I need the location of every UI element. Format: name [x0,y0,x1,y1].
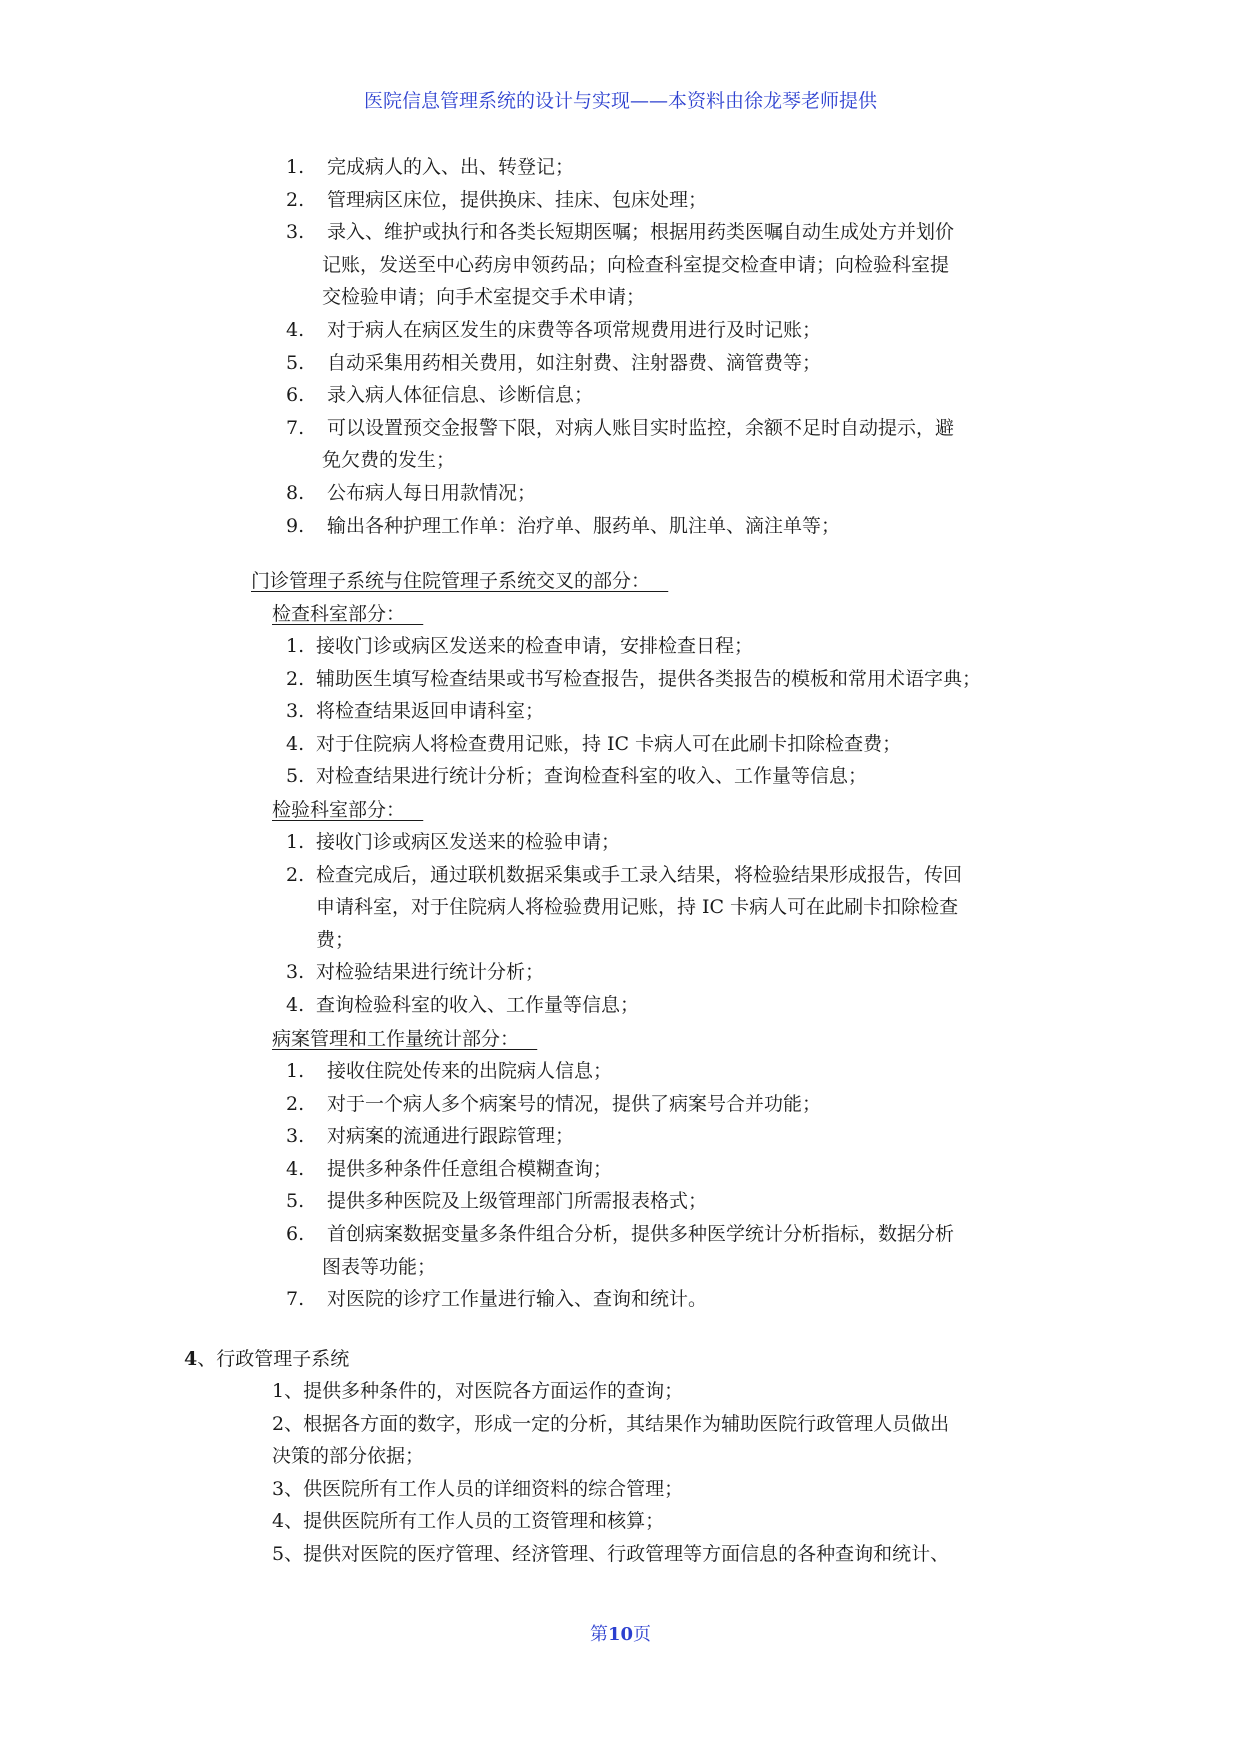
list-item-text: 接收住院处传来的出院病人信息； [327,1060,613,1082]
list-item-text: 2、根据各方面的数字，形成一定的分析，其结果作为辅助医院行政管理人员做出 [272,1412,950,1435]
list-item-text: 公布病人每日用款情况； [327,482,537,504]
list-item-text: 对于病人在病区发生的床费等各项常规费用进行及时记账； [327,319,822,341]
list-item-text: 录入、维护或执行和各类长短期医嘱；根据用药类医嘱自动生成处方并划价 [327,221,955,244]
list-item-text: 提供多种医院及上级管理部门所需报表格式； [327,1190,708,1213]
list-item-number: 2. [286,667,305,690]
list-item-number: 4. [286,1157,305,1180]
list-item-text: 完成病人的入、出、转登记； [327,156,575,178]
list-item-text: 辅助医生填写检查结果或书写检查报告，提供各类报告的模板和常用术语字典； [316,667,982,690]
list-item-number: 3. [286,961,305,984]
page-number-value: 10 [607,1624,634,1645]
list-item-number: 5. [286,765,305,787]
list-item-text: 首创病案数据变量多条件组合分析，提供多种医学统计分析指标，数据分析 [327,1223,955,1245]
admin-section-heading [184,1346,349,1372]
list-item-text: 对医院的诊疗工作量进行输入、查询和统计。 [327,1288,708,1311]
list-item-number: 7. [286,416,305,439]
list-item-text: 5、提供对医院的医疗管理、经济管理、行政管理等方面信息的各种查询和统计、 [272,1543,950,1565]
list-item-number: 5. [286,1190,305,1213]
list-item-text: 录入病人体征信息、诊断信息； [327,384,594,407]
page-number-prefix: 第 [589,1624,608,1645]
list-item-text: 输出各种护理工作单：治疗单、服药单、肌注单、滴注单等； [327,514,841,537]
list-item-number: 1. [286,156,305,178]
list-item-number: 3. [286,1125,305,1148]
exam-dept-heading: 检查科室部分： [272,603,406,625]
list-item-text: 1、提供多种条件的，对医院各方面运作的查询； [272,1380,684,1402]
list-item-text: 接收门诊或病区发送来的检验申请； [316,831,621,853]
records-heading: 病案管理和工作量统计部分： [272,1028,520,1050]
admin-section-title: 、行政管理子系统 [197,1348,350,1370]
list-item-text: 对于住院病人将检查费用记账，持 IC 卡病人可在此刷卡扣除检查费； [316,732,902,755]
list-item-continuation: 交检验申请；向手术室提交手术申请； [322,286,646,309]
list-item-text: 可以设置预交金报警下限，对病人账目实时监控，余额不足时自动提示，避 [327,416,955,439]
list-item-number: 1. [286,831,305,853]
list-item-number: 6. [286,384,305,407]
list-item-continuation: 费； [316,928,355,951]
list-item-text: 将检查结果返回申请科室； [316,700,545,722]
cross-section-heading: 门诊管理子系统与住院管理子系统交叉的部分： [251,570,651,592]
list-item-number: 4. [286,319,305,341]
lab-dept-heading: 检验科室部分： [272,799,406,821]
list-item-continuation: 免欠费的发生； [322,449,456,472]
list-item-number: 3. [286,700,305,722]
list-item-text: 4、提供医院所有工作人员的工资管理和核算； [272,1510,665,1533]
list-item-number: 8. [286,482,305,504]
list-item-number: 5. [286,351,305,374]
list-item-text: 提供多种条件任意组合模糊查询； [327,1157,613,1180]
page-number-suffix: 页 [633,1624,652,1645]
list-item-number: 2. [286,1092,305,1115]
list-item-text: 自动采集用药相关费用，如注射费、注射器费、滴管费等； [327,351,822,374]
list-item-text: 对检验结果进行统计分析； [316,961,545,984]
list-item-text: 检查完成后，通过联机数据采集或手工录入结果，将检验结果形成报告，传回 [316,863,963,886]
list-item-number: 2. [286,188,305,211]
list-item-continuation: 决策的部分依据； [272,1445,425,1468]
list-item-number: 7. [286,1288,305,1311]
list-item-text: 查询检验科室的收入、工作量等信息； [316,994,640,1016]
list-item-text: 对检查结果进行统计分析；查询检查科室的收入、工作量等信息； [316,765,868,787]
list-item-continuation: 申请科室，对于住院病人将检验费用记账，持 IC 卡病人可在此刷卡扣除检查 [316,896,959,919]
list-item-number: 4. [286,732,305,755]
list-item-continuation: 图表等功能； [322,1255,437,1278]
list-item-number: 1. [286,635,305,657]
list-item-continuation: 记账，发送至中心药房申领药品；向检查科室提交检查申请；向检验科室提 [322,253,950,276]
list-item-text: 对于一个病人多个病案号的情况，提供了病案号合并功能； [327,1092,822,1115]
list-item-text: 接收门诊或病区发送来的检查申请，安排检查日程； [316,635,754,657]
admin-section-number: 4 [184,1348,198,1370]
list-item-number: 2. [286,863,305,886]
list-item-number: 4. [286,994,305,1016]
list-item-text: 对病案的流通进行跟踪管理； [327,1125,575,1148]
list-item-number: 9. [286,514,305,537]
list-item-number: 1. [286,1060,305,1082]
list-item-number: 3. [286,221,305,244]
list-item-text: 管理病区床位，提供换床、挂床、包床处理； [327,188,708,211]
list-item-text: 3、供医院所有工作人员的详细资料的综合管理； [272,1477,684,1500]
page-header: 医院信息管理系统的设计与实现——本资料由徐龙琴老师提供 [363,90,877,112]
page-number [0,1620,1241,1646]
list-item-number: 6. [286,1223,305,1245]
